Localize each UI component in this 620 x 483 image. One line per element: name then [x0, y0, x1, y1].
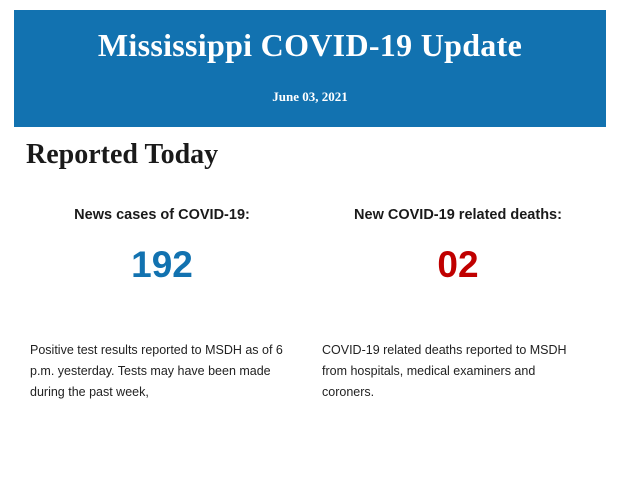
- notes-row: [14, 340, 606, 403]
- note-new-deaths: COVID-19 related deaths reported to MSDH from hospitals, medical examiners and coroners.: [322, 343, 567, 399]
- section-heading: Reported Today: [26, 139, 219, 170]
- report-date: June 03, 2021: [272, 89, 348, 104]
- stat-new-cases: [14, 206, 310, 284]
- stat-new-deaths: [310, 206, 606, 284]
- page-title: Mississippi COVID-19 Update: [97, 27, 523, 63]
- stat-value: 02: [437, 244, 479, 285]
- stat-label: New COVID-19 related deaths:: [354, 207, 562, 223]
- note-new-cases: Positive test results reported to MSDH as of 6 p.m. yesterday. Tests may have been made during the past week,: [30, 343, 283, 399]
- header-banner: [14, 10, 606, 127]
- stat-label: News cases of COVID-19:: [74, 207, 250, 223]
- stats-row: [14, 206, 606, 284]
- stat-value: 192: [131, 244, 193, 285]
